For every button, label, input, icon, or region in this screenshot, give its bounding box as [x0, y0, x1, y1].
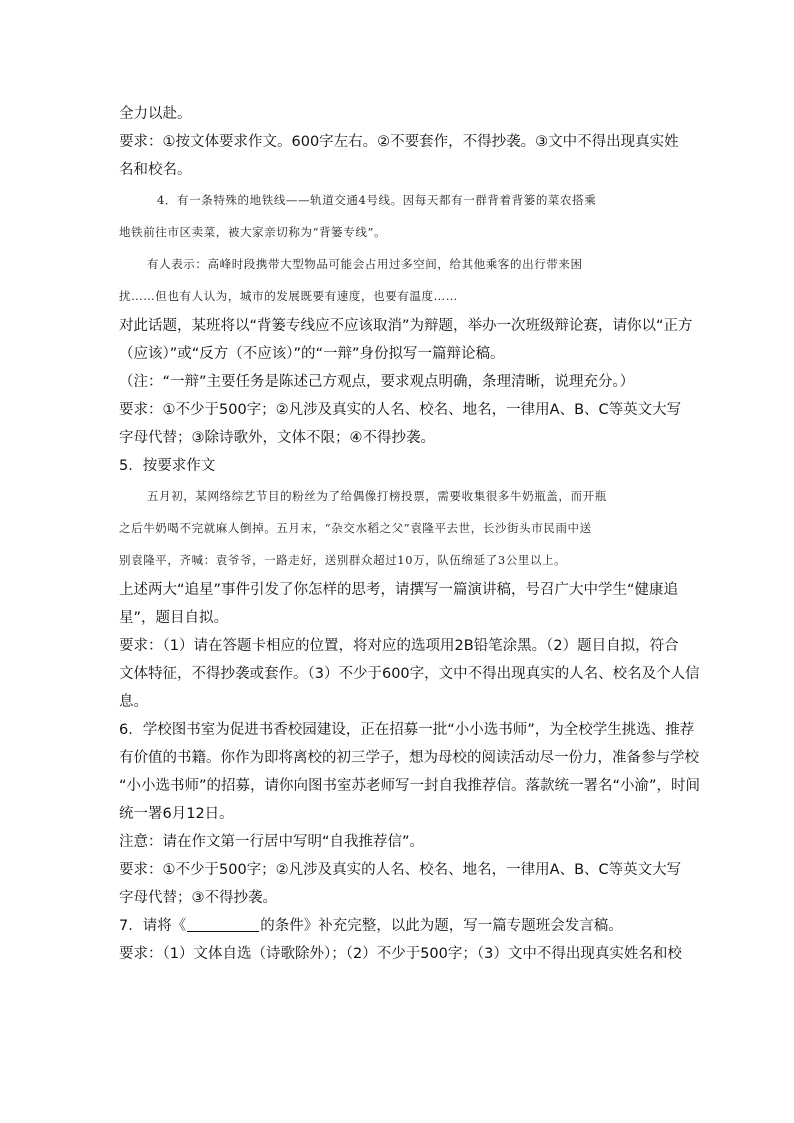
text-line: 名和校名。	[119, 162, 192, 178]
material-line: 之后牛奶喝不完就麻人倒掉。五月末，“杂交水稻之父”袁隆平去世，长沙街头市民雨中送	[119, 521, 592, 535]
question-5-heading: 5．按要求作文	[119, 458, 216, 474]
text-line: 上述两大“追星”事件引发了你怎样的思考，请撰写一篇演讲稿，号召广大中学生“健康追	[119, 582, 679, 598]
text-line: 星”，题目自拟。	[119, 610, 229, 626]
question-6-line: “小小选书师”的招募，请你向图书室苏老师写一封自我推荐信。落款统一署名“小渝”，时间	[119, 778, 701, 794]
material-line: 有人表示：高峰时段携带大型物品可能会占用过多空间，给其他乘客的出行带来困	[147, 257, 583, 271]
material-line: 别袁隆平，齐喊：袁爷爷，一路走好，送别群众超过10万，队伍绵延了3公里以上。	[119, 553, 567, 567]
material-line: 扰……但也有人认为，城市的发展既要有速度，也要有温度……	[119, 289, 458, 303]
note-line: 注意：请在作文第一行居中写明“自我推荐信”。	[119, 834, 425, 850]
question-7-prefix: 7．请将《	[119, 918, 187, 934]
text-line: 全力以赴。	[119, 106, 192, 122]
question-4-line: 4．有一条特殊的地铁线——轨道交通4号线。因每天都有一群背着背篓的菜农搭乘	[157, 193, 597, 207]
question-7-suffix: 的条件》补充完整，以此为题，写一篇专题班会发言稿。	[260, 918, 623, 934]
requirement-line: 要求：①按文体要求作文。600字左右。②不要套作，不得抄袭。③文中不得出现真实姓	[119, 134, 679, 150]
fill-in-blank[interactable]	[187, 917, 259, 932]
requirement-line: 息。	[119, 694, 148, 710]
question-7-line	[119, 912, 679, 940]
document-body	[119, 100, 701, 968]
requirement-line: 文体特征，不得抄袭或套作。（3）不少于600字，文中不得出现真实的人名、校名及个人信	[119, 666, 700, 682]
question-6-line: 统一署6月12日。	[119, 806, 234, 822]
question-6-line: 6．学校图书室为促进书香校园建设，正在招募一批“小小选书师”，为全校学生挑选、推荐	[119, 722, 695, 738]
question-6-line: 有价值的书籍。你作为即将离校的初三学子，想为母校的阅读活动尽一份力，准备参与学校	[119, 750, 699, 766]
requirement-line: 字母代替；③除诗歌外，文体不限；④不得抄袭。	[119, 430, 435, 446]
note-line: （注：“一辩”主要任务是陈述己方观点，要求观点明确，条理清晰，说理充分。）	[119, 374, 635, 390]
requirement-line: 要求：（1）请在答题卡相应的位置，将对应的选项用2B铅笔涂黑。（2）题目自拟，符合	[119, 638, 679, 654]
requirement-line: 要求：（1）文体自选（诗歌除外）；（2）不少于500字；（3）文中不得出现真实姓名和校	[119, 946, 682, 962]
requirement-line: 字母代替；③不得抄袭。	[119, 890, 277, 906]
text-line: （应该）”或“反方（不应该）”的“一辩”身份拟写一篇辩论稿。	[119, 346, 505, 362]
text-line: 对此话题，某班将以“背篓专线应不应该取消”为辩题，举办一次班级辩论赛，请你以“正方	[119, 318, 693, 334]
material-line: 五月初，某网络综艺节目的粉丝为了给偶像打榜投票，需要收集很多牛奶瓶盖，而开瓶	[147, 489, 607, 503]
requirement-line: 要求：①不少于500字；②凡涉及真实的人名、校名、地名，一律用A、B、C等英文大写	[119, 402, 682, 418]
requirement-line: 要求：①不少于500字；②凡涉及真实的人名、校名、地名，一律用A、B、C等英文大写	[119, 862, 682, 878]
question-4-line: 地铁前往市区卖菜，被大家亲切称为“背篓专线”。	[119, 225, 387, 239]
